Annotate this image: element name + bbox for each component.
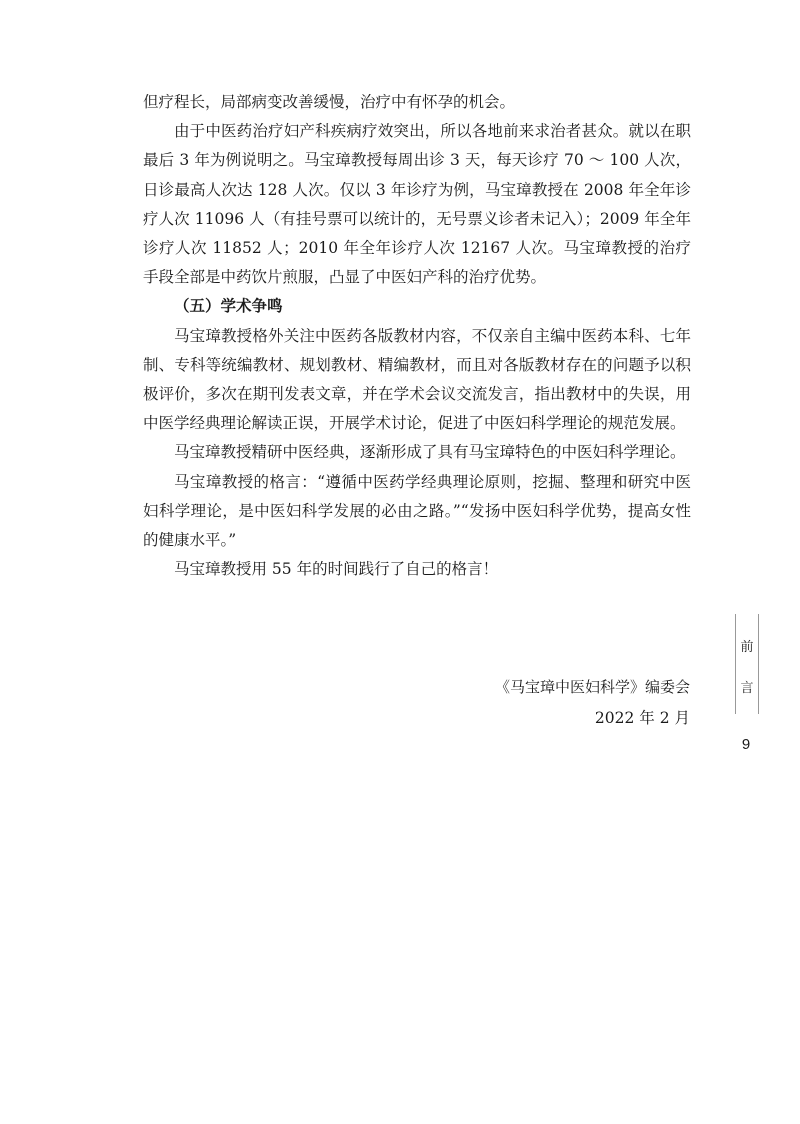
paragraph-3: 马宝璋教授格外关注中医药各版教材内容，不仅亲自主编中医药本科、七年制、专科等统编教材、规划教材、精编教材，而且对各版教材存在的问题予以积极评价，多次在期刊发表文章，并在学术会议交流发言，指出教材中的失误，用中医学经典理论解读正误，开展学术讨论，促进了中医妇科学理论的规范发展。 (143, 326, 691, 433)
paragraph-2: 由于中医药治疗妇产科疾病疗效突出，所以各地前来求治者甚众。就以在职最后 3 年为例说明之。马宝璋教授每周出诊 3 天，每天诊疗 70 ～ 100 人次，日诊最高人次达 128 人次。仅以 3 年诊疗为例，马宝璋教授在 2008 年全年诊疗人次 11096 人（有挂号票可以统计的，无号票义诊者未记入）；2009 年全年诊疗人次 11852 人；2010 年全年诊疗人次 12167 人次。马宝璋教授的治疗手段全部是中药饮片煎服，凸显了中医妇产科的治疗优势。 (143, 122, 691, 287)
paragraph-4: 马宝璋教授精研中医经典，逐渐形成了具有马宝璋特色的中医妇科学理论。 (174, 443, 686, 462)
section-heading: （五）学术争鸣 (174, 297, 283, 316)
side-tab-char-2: 言 (740, 681, 754, 696)
paragraph-6: 马宝璋教授用 55 年的时间践行了自己的格言！ (174, 560, 499, 579)
side-tab-char-1: 前 (740, 640, 754, 655)
body-text (143, 88, 691, 584)
page-number: 9 (741, 736, 751, 753)
signature-org: 《马宝璋中医妇科学》编委会 (494, 678, 690, 696)
chapter-side-tab (735, 614, 759, 714)
paragraph-5: 马宝璋教授的格言：“遵循中医药学经典理论原则，挖掘、整理和研究中医妇科学理论，是中医妇科学发展的必由之路。”“发扬中医妇科学优势，提高女性的健康水平。” (143, 472, 691, 550)
signature-date: 2022 年 2 月 (594, 709, 690, 727)
signature-block (495, 672, 690, 734)
paragraph-1: 但疗程长，局部病变改善缓慢，治疗中有怀孕的机会。 (143, 93, 516, 111)
